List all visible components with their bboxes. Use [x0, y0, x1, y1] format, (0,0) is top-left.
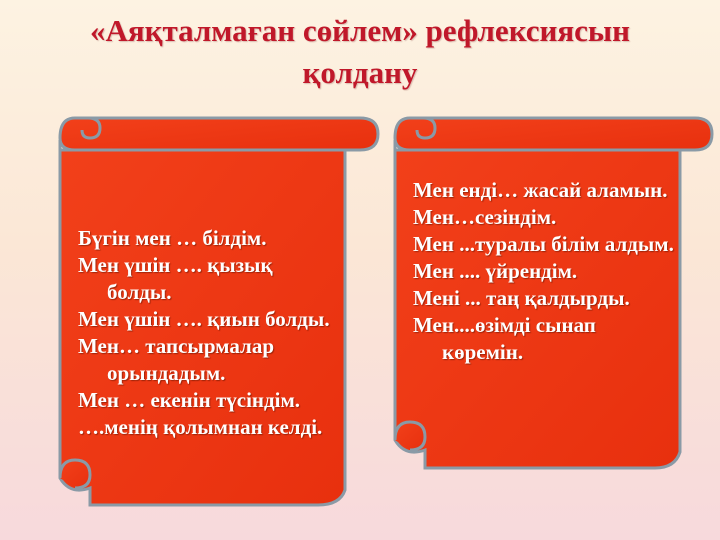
slide-title-line-2: қолдану — [302, 55, 418, 90]
right-scroll-line: Мен ...туралы білім алдым. — [413, 232, 674, 256]
left-scroll-line: Мен … екенін түсіндім. — [78, 388, 301, 412]
right-scroll-line: Мен .... үйрендім. — [413, 259, 578, 283]
right-scroll-text — [413, 177, 675, 366]
right-scroll-line: Мені ... таң қалдырды. — [413, 286, 630, 310]
left-scroll-line: Мен үшін …. қызық болды. — [78, 253, 273, 304]
left-scroll-line: Бүгін мен … білдім. — [78, 226, 267, 250]
right-scroll-line: Мен....өзімді сынап көремін. — [413, 313, 596, 364]
left-scroll-line: Мен үшін …. қиын болды. — [78, 307, 330, 331]
right-scroll-line: Мен енді… жасай аламын. — [413, 178, 668, 202]
right-scroll-line: Мен…сезіндім. — [413, 205, 557, 229]
left-scroll-line: Мен… тапсырмалар орындадым. — [78, 334, 274, 385]
left-scroll-text — [78, 225, 336, 540]
left-scroll-line: ….менің қолымнан келді. — [78, 415, 323, 439]
slide-title-line-1: «Аяқталмаған сөйлем» рефлексиясын — [89, 13, 631, 48]
